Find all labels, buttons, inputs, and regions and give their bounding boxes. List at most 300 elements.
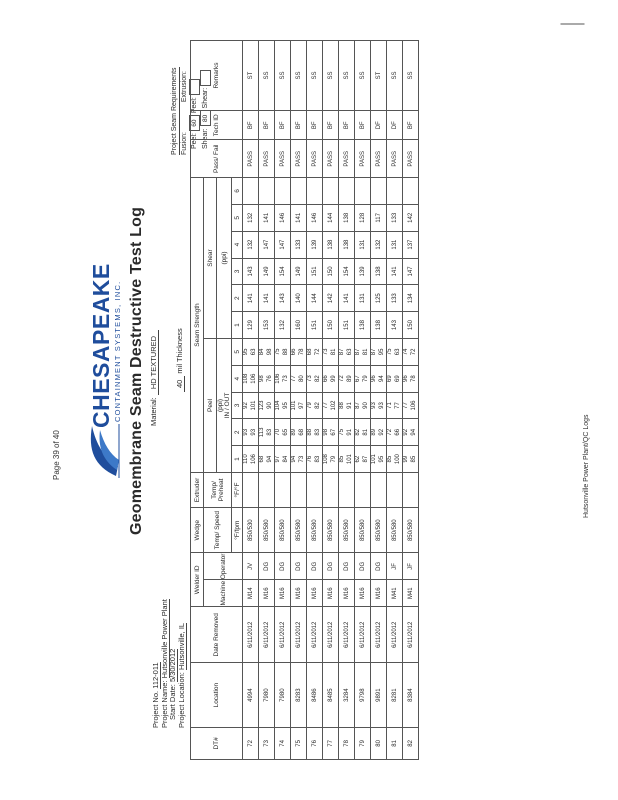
peel-in-value: 69 [387, 375, 393, 383]
shear-cell: 138 [339, 231, 355, 258]
peel-cell [307, 419, 323, 446]
shear-cell [243, 178, 259, 205]
peel-in-value: 101 [371, 454, 377, 465]
peel-in-value: 113 [259, 427, 265, 438]
peel-cell [291, 446, 307, 473]
shear-ext-label: Shear: [202, 87, 209, 109]
table-row [403, 41, 419, 760]
peel-cell [259, 446, 275, 473]
peel-in-value: 73 [307, 375, 313, 383]
peel-in-value: 108 [323, 454, 329, 465]
shear-cell: 137 [403, 231, 419, 258]
peel-col-2: 2 [232, 419, 243, 446]
date-cell: 6/11/2012 [403, 607, 419, 663]
header-fpm: °F/fpm [232, 507, 243, 553]
wedge-cell: 850/580 [387, 507, 403, 553]
peel-cell [243, 338, 259, 365]
shear-cell: 147 [275, 231, 291, 258]
location-cell: 8485 [323, 663, 339, 727]
material-value: HD TEXTURED [149, 330, 159, 395]
shear-cell: 133 [291, 231, 307, 258]
page-title: Geomembrane Seam Destructive Test Log [128, 206, 145, 535]
peel-out-value: 94 [378, 375, 385, 383]
shear-label: Shear: [202, 128, 209, 149]
peel-out-value: 101 [346, 454, 353, 465]
pass-fail-cell: PASS [355, 140, 371, 178]
peel-cell [291, 365, 307, 392]
dt-cell: 77 [323, 727, 339, 759]
peel-cell [323, 419, 339, 446]
peel-in-value: 88 [307, 428, 313, 436]
header-date: Date Removed [191, 607, 243, 663]
peel-in-value: 123 [259, 400, 265, 411]
peel-out-value: 93 [378, 402, 385, 409]
shear-cell: 143 [243, 258, 259, 285]
start-date: 5/30/2012 [168, 648, 177, 683]
machine-cell: M16 [275, 580, 291, 607]
wedge-cell: 850/580 [355, 507, 371, 553]
shear-col-1: 1 [232, 312, 243, 339]
machine-cell: M16 [323, 580, 339, 607]
pass-fail-cell: PASS [259, 140, 275, 178]
page-number: Page 39 of 40 [52, 430, 61, 480]
project-number-label: Project No. [151, 690, 160, 728]
peel-cell [387, 365, 403, 392]
peel-cell [291, 419, 307, 446]
peel-out-value: 73 [282, 375, 289, 383]
pass-fail-cell: PASS [291, 140, 307, 178]
shear-cell: 134 [403, 285, 419, 312]
machine-cell: M16 [355, 580, 371, 607]
peel-out-value: 79 [330, 455, 337, 463]
peel-out-value: 84 [282, 455, 289, 463]
location-cell: 8281 [387, 663, 403, 727]
peel-in-value: 71 [387, 402, 393, 409]
peel-in-value: 95 [243, 348, 249, 356]
pass-fail-cell: PASS [323, 140, 339, 178]
header-extruder: Extruder [191, 473, 204, 508]
machine-cell: M16 [371, 580, 387, 607]
operator-cell: JF [387, 553, 403, 580]
shear-cell: 141 [291, 204, 307, 231]
peel-in-value: 68 [259, 455, 265, 463]
peel-cell [387, 338, 403, 365]
remarks-cell: SS [387, 41, 403, 111]
header-welder-id: Welder ID [191, 553, 204, 607]
location-cell: 3284 [339, 663, 355, 727]
peel-in-value: 87 [371, 348, 377, 356]
peel-out-value: 81 [330, 348, 337, 356]
shear-cell: 142 [403, 204, 419, 231]
peel-cell [403, 365, 419, 392]
header-remarks: Remarks [191, 41, 243, 111]
peel-in-value: 62 [355, 455, 361, 463]
operator-cell: DG [291, 553, 307, 580]
pass-fail-cell: PASS [339, 140, 355, 178]
peel-cell [323, 338, 339, 365]
table-row [307, 41, 323, 760]
extruder-cell [275, 473, 291, 508]
shear-cell: 141 [259, 285, 275, 312]
peel-out-value: 95 [378, 455, 385, 463]
peel-in-value: 87 [339, 348, 345, 356]
thickness-line [176, 328, 185, 392]
shear-cell: 147 [403, 258, 419, 285]
header-temp-preheat: Temp/ Preheat [204, 473, 232, 508]
shear-col-5: 5 [232, 204, 243, 231]
peel-out-value: 91 [346, 428, 353, 436]
operator-cell: DG [259, 553, 275, 580]
shear-cell [403, 178, 419, 205]
shear-cell [387, 178, 403, 205]
peel-requirement: 60 [189, 115, 200, 131]
project-name-label: Project Name: [159, 680, 169, 728]
table-row [339, 41, 355, 760]
shear-cell: 131 [355, 231, 371, 258]
project-name: Hutsonville Power Plant [159, 599, 169, 679]
operator-cell: JF [403, 553, 419, 580]
shear-cell: 128 [355, 204, 371, 231]
peel-cell [371, 365, 387, 392]
location-cell: 7980 [259, 663, 275, 727]
wedge-cell: 850/580 [323, 507, 339, 553]
table-row [387, 41, 403, 760]
peel-in-value: 74 [403, 348, 409, 356]
extrusion-label: Extrusion: [181, 71, 188, 103]
wedge-cell: 850/530 [243, 507, 259, 553]
peel-cell [243, 446, 259, 473]
peel-out-value: 87 [362, 455, 369, 463]
peel-cell [323, 392, 339, 419]
shear-cell: 133 [387, 285, 403, 312]
peel-col-3: 3 [232, 392, 243, 419]
peel-out-value: 63 [394, 348, 401, 356]
operator-cell: JV [243, 553, 259, 580]
peel-cell [355, 446, 371, 473]
machine-cell: M16 [259, 580, 275, 607]
peel-out-value: 97 [298, 402, 305, 409]
remarks-cell: SS [403, 41, 419, 111]
peel-cell [371, 446, 387, 473]
table-row [275, 41, 291, 760]
extruder-cell [323, 473, 339, 508]
peel-cell [339, 419, 355, 446]
peel-in-value: 94 [291, 455, 297, 463]
pass-fail-cell: PASS [371, 140, 387, 178]
shear-cell: 125 [371, 285, 387, 312]
peel-cell [387, 446, 403, 473]
wedge-cell: 850/580 [339, 507, 355, 553]
shear-cell [355, 178, 371, 205]
shear-cell [371, 178, 387, 205]
shear-cell [339, 178, 355, 205]
shear-cell [323, 178, 339, 205]
peel-in-value: 79 [307, 402, 313, 409]
peel-out-value: 99 [330, 375, 337, 383]
peel-cell [323, 365, 339, 392]
peel-cell [403, 446, 419, 473]
date-cell: 6/11/2012 [291, 607, 307, 663]
dt-cell: 73 [259, 727, 275, 759]
peel-cell [339, 446, 355, 473]
peel-in-value: 72 [387, 428, 393, 436]
dt-cell: 76 [307, 727, 323, 759]
peel-cell [355, 419, 371, 446]
peel-ext-label: Peel: [191, 97, 198, 114]
shear-cell: 143 [275, 285, 291, 312]
peel-in-value: 66 [323, 375, 329, 383]
header-wedge: Wedge [191, 507, 204, 553]
project-number: 112-011 [151, 662, 160, 689]
peel-in-value: 85 [339, 455, 345, 463]
peel-col-5: 5 [232, 338, 243, 365]
machine-cell: M16 [307, 580, 323, 607]
peel-out-value: 98 [266, 348, 273, 356]
peel-cell [259, 338, 275, 365]
shear-col-3: 3 [232, 258, 243, 285]
table-row [371, 41, 387, 760]
peel-cell [387, 419, 403, 446]
pass-fail-cell: PASS [387, 140, 403, 178]
shear-cell: 160 [291, 312, 307, 339]
shear-cell: 146 [275, 204, 291, 231]
peel-out-value: 79 [362, 375, 369, 383]
peel-in-value: 82 [355, 428, 361, 436]
tech-id-cell: BF [355, 111, 371, 141]
location-cell: 8384 [403, 663, 419, 727]
date-cell: 6/11/2012 [339, 607, 355, 663]
shear-cell: 141 [387, 258, 403, 285]
peel-cell [355, 365, 371, 392]
remarks-cell: SS [291, 41, 307, 111]
shear-cell: 132 [275, 312, 291, 339]
peel-out-value: 80 [298, 375, 305, 383]
peel-in-value: 98 [259, 375, 265, 383]
machine-cell: M16 [291, 580, 307, 607]
peel-in-value: 89 [291, 428, 297, 436]
fusion-label: Fusion: [181, 132, 188, 155]
extruder-cell [355, 473, 371, 508]
peel-cell [323, 446, 339, 473]
dt-cell: 78 [339, 727, 355, 759]
shear-cell: 139 [355, 258, 371, 285]
peel-in-value: 101 [291, 400, 297, 411]
shear-cell: 141 [259, 204, 275, 231]
location-cell: 8486 [307, 663, 323, 727]
header-peel: Peel [204, 338, 217, 472]
peel-cell [371, 392, 387, 419]
shear-cell: 151 [307, 312, 323, 339]
peel-cell [243, 365, 259, 392]
peel-out-value: 106 [250, 373, 257, 384]
date-cell: 6/11/2012 [259, 607, 275, 663]
location-cell: 7980 [275, 663, 291, 727]
machine-cell: M41 [403, 580, 419, 607]
header-shear-unit: (ppi) [217, 178, 232, 339]
shear-cell [275, 178, 291, 205]
table-row [243, 41, 259, 760]
peel-in-value: 67 [355, 375, 361, 383]
peel-cell [259, 365, 275, 392]
peel-in-value: 92 [243, 402, 249, 409]
peel-cell [371, 338, 387, 365]
peel-out-value: 89 [346, 375, 353, 383]
peel-out-value: 82 [314, 375, 321, 383]
peel-cell [371, 419, 387, 446]
dt-cell: 72 [243, 727, 259, 759]
peel-cell [339, 365, 355, 392]
shear-cell: 141 [243, 285, 259, 312]
peel-cell [387, 392, 403, 419]
project-location: Hutsonville, IL [176, 622, 186, 671]
peel-out-value: 85 [410, 455, 417, 463]
machine-cell: M14 [243, 580, 259, 607]
shear-cell: 150 [323, 258, 339, 285]
peel-cell [403, 419, 419, 446]
peel-in-value: 70 [275, 428, 281, 436]
remarks-cell: SS [259, 41, 275, 111]
peel-in-value: 87 [355, 348, 361, 356]
peel-cell [243, 419, 259, 446]
shear-cell: 131 [355, 285, 371, 312]
tech-id-cell: BF [339, 111, 355, 141]
peel-out-value: 92 [378, 428, 385, 436]
header-seam-strength: Seam Strength [191, 178, 204, 473]
header-shear: Shear [204, 178, 217, 339]
shear-cell: 144 [323, 204, 339, 231]
remarks-cell: SS [339, 41, 355, 111]
location-cell: 9891 [371, 663, 387, 727]
operator-cell: DG [323, 553, 339, 580]
shear-cell: 138 [323, 231, 339, 258]
peel-in-value: 73 [323, 348, 329, 356]
peel-cell [275, 365, 291, 392]
remarks-cell: SS [355, 41, 371, 111]
peel-in-value: 77 [403, 402, 409, 409]
peel-in-value: 93 [243, 428, 249, 436]
extruder-cell [387, 473, 403, 508]
tech-id-cell: BF [307, 111, 323, 141]
tech-id-cell: BF [243, 111, 259, 141]
peel-out-value: 63 [346, 348, 353, 356]
peel-out-value: 90 [362, 402, 369, 409]
dt-cell: 81 [387, 727, 403, 759]
date-cell: 6/11/2012 [355, 607, 371, 663]
shear-cell: 149 [291, 258, 307, 285]
peel-out-value: 81 [362, 428, 369, 436]
dt-cell: 82 [403, 727, 419, 759]
peel-in-value: 110 [243, 454, 249, 464]
shear-cell: 147 [259, 231, 275, 258]
shear-cell: 143 [387, 312, 403, 339]
extruder-cell [243, 473, 259, 508]
peel-out-value: 78 [298, 348, 305, 356]
peel-out-value: 78 [410, 375, 417, 383]
date-cell: 6/11/2012 [323, 607, 339, 663]
shear-cell [291, 178, 307, 205]
remarks-cell: ST [371, 41, 387, 111]
tech-id-cell: BF [291, 111, 307, 141]
pass-fail-cell: PASS [307, 140, 323, 178]
peel-in-value: 89 [371, 428, 377, 436]
peel-out-value: 83 [314, 428, 321, 436]
peel-in-value: 104 [275, 400, 281, 411]
peel-in-value: 77 [323, 402, 329, 409]
shear-requirement: 80 [200, 110, 211, 126]
peel-in-value: 99 [403, 455, 409, 463]
peel-in-value: 66 [291, 348, 297, 356]
peel-out-value: 76 [266, 375, 273, 383]
shear-cell: 132 [371, 231, 387, 258]
logo-subtitle: CONTAINMENT SYSTEMS, INC. [113, 280, 122, 422]
destructive-test-table [190, 40, 419, 760]
peel-out-value: 95 [378, 348, 385, 356]
peel-in-value: 76 [307, 455, 313, 463]
peel-cell [275, 419, 291, 446]
table-row [259, 41, 275, 760]
table-row [355, 41, 371, 760]
pass-fail-cell: PASS [275, 140, 291, 178]
operator-cell: DG [371, 553, 387, 580]
peel-col-1: 1 [232, 446, 243, 473]
footer: Hutsonville Power Plant/QC Logs [583, 414, 590, 518]
peel-out-value: 83 [314, 455, 321, 463]
peel-out-value: 106 [410, 400, 417, 411]
peel-out-value: 72 [314, 348, 321, 356]
shear-cell: 138 [371, 258, 387, 285]
table-body [243, 41, 419, 760]
tech-id-cell: BF [259, 111, 275, 141]
operator-cell: DG [355, 553, 371, 580]
peel-in-value: 77 [291, 375, 297, 383]
dt-cell: 75 [291, 727, 307, 759]
peel-out-value: 69 [394, 375, 401, 383]
peel-out-value: 100 [394, 454, 401, 465]
shear-cell: 138 [355, 312, 371, 339]
wedge-cell: 850/580 [371, 507, 387, 553]
peel-cell [259, 419, 275, 446]
shear-cell: 150 [323, 312, 339, 339]
remarks-cell: SS [307, 41, 323, 111]
header-location: Location [191, 663, 243, 727]
peel-in-value: 68 [307, 348, 313, 356]
peel-cell [275, 446, 291, 473]
extruder-cell [259, 473, 275, 508]
extruder-cell [403, 473, 419, 508]
project-location-label: Project Location: [176, 672, 186, 728]
shear-cell: 146 [307, 204, 323, 231]
peel-out-value: 63 [250, 348, 257, 356]
chesapeake-bird-logo-icon [86, 422, 120, 480]
shear-col-4: 4 [232, 231, 243, 258]
peel-cell [291, 338, 307, 365]
shear-cell: 144 [307, 285, 323, 312]
peel-cell [243, 392, 259, 419]
remarks-cell: ST [243, 41, 259, 111]
table-row [291, 41, 307, 760]
machine-cell: M41 [387, 580, 403, 607]
peel-col-4: 4 [232, 365, 243, 392]
peel-out-value: 67 [330, 428, 337, 436]
peel-in-value: 108 [243, 373, 249, 384]
dt-cell: 80 [371, 727, 387, 759]
date-cell: 6/11/2012 [275, 607, 291, 663]
peel-cell [275, 338, 291, 365]
peel-in-value: 85 [387, 455, 393, 463]
header-tech-id: Tech ID [191, 111, 243, 141]
peel-out-value: 90 [266, 402, 273, 409]
peel-out-value: 88 [282, 348, 289, 356]
